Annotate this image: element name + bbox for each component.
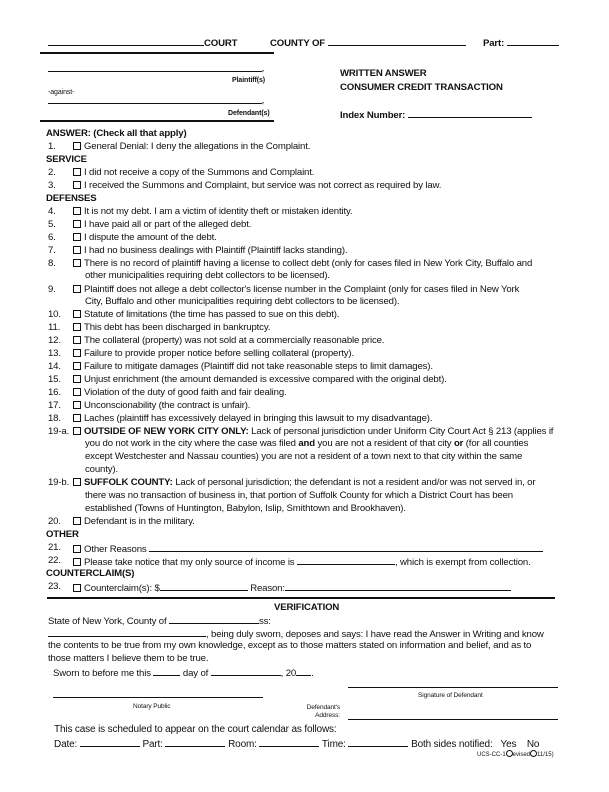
item-number: 8.: [48, 258, 56, 269]
item-number: 21.: [48, 542, 61, 553]
section-heading-counterclaims: COUNTERCLAIM(S): [46, 568, 135, 579]
list-item: [73, 374, 447, 386]
text: day of: [182, 668, 209, 679]
list-item: [73, 555, 531, 569]
part-line: [483, 36, 559, 50]
checkbox[interactable]: [73, 142, 81, 150]
circle-mark-icon: [530, 750, 537, 757]
checkbox[interactable]: [73, 168, 81, 176]
item-number: 19-a.: [48, 426, 70, 437]
text: you do not work in the city where the case was filed: [85, 438, 299, 449]
item-number: 11.: [48, 322, 61, 333]
item-text: Failure to provide proper notice before selling collateral (property).: [84, 348, 354, 359]
calendar-line: [54, 737, 539, 751]
item-text: General Denial: I deny the allegations in the Complaint.: [84, 141, 311, 152]
item-text-continued: established (Towns of Huntington, Babylon, Islip, Smithtown and Brookhaven).: [85, 503, 406, 514]
checkbox[interactable]: [73, 220, 81, 228]
checkbox[interactable]: [73, 545, 81, 553]
comma: ,: [262, 66, 264, 73]
item-number: 9.: [48, 284, 56, 295]
list-item: [73, 387, 287, 399]
notified-no-option[interactable]: No: [526, 739, 540, 750]
item-number: 3.: [48, 180, 56, 191]
sworn-month-field[interactable]: [211, 666, 281, 676]
item-text: I dispute the amount of the debt.: [84, 232, 217, 243]
item-text: I received the Summons and Complaint, but service was not correct as required by law.: [84, 180, 442, 191]
item-number: 17.: [48, 400, 61, 411]
item-number: 1.: [48, 141, 56, 152]
notary-signature-line[interactable]: [53, 697, 263, 698]
form-title-line1: WRITTEN ANSWER: [340, 68, 427, 79]
text: or: [453, 438, 464, 449]
checkbox[interactable]: [73, 427, 81, 435]
list-item: [73, 322, 270, 334]
verification-heading: VERIFICATION: [274, 602, 340, 613]
counterclaim-reason-field[interactable]: [285, 581, 511, 591]
checkbox[interactable]: [73, 375, 81, 383]
checkbox[interactable]: [73, 362, 81, 370]
item-text: Unconscionability (the contract is unfair).: [84, 400, 251, 411]
list-item: [73, 258, 532, 270]
item-text: , which is exempt from collection.: [394, 557, 531, 568]
verification-county-field[interactable]: [169, 614, 259, 624]
item-bold-text: OUTSIDE OF NEW YORK CITY ONLY:: [84, 426, 249, 437]
section-heading-service: SERVICE: [46, 154, 87, 165]
list-item: [73, 284, 519, 296]
checkbox[interactable]: [73, 259, 81, 267]
reason-label: Reason:: [250, 583, 285, 594]
checkbox[interactable]: [73, 246, 81, 254]
item-text: Plaintiff does not allege a debt collector's license number in the Complaint (only for cases filed in New York: [84, 284, 520, 295]
checkbox[interactable]: [73, 414, 81, 422]
form-title-line2: CONSUMER CREDIT TRANSACTION: [340, 82, 503, 93]
calendar-intro: This case is scheduled to appear on the court calendar as follows:: [54, 724, 337, 735]
item-text: The collateral (property) was not sold at a commercially reasonable price.: [84, 335, 385, 346]
other-reasons-field[interactable]: [149, 542, 543, 552]
list-item: [73, 206, 352, 218]
item-text: Lack of personal jurisdiction; the defendant is not a resident and/or was not served in, or: [172, 477, 536, 488]
item-number: 7.: [48, 245, 56, 256]
item-text: Laches (plaintiff has excessively delayed in bringing this lawsuit to my disadvantage).: [84, 413, 433, 424]
item-text: Defendant is in the military.: [84, 516, 195, 527]
checkbox[interactable]: [73, 478, 81, 486]
list-item: [73, 361, 433, 373]
counterclaim-amount-field[interactable]: [160, 581, 248, 591]
state-county-line: [48, 614, 271, 628]
divider: [40, 52, 274, 54]
checkbox[interactable]: [73, 233, 81, 241]
section-heading-other: OTHER: [46, 529, 79, 540]
item-number: 22.: [48, 555, 61, 566]
list-item: [73, 581, 511, 595]
list-item: [73, 477, 535, 489]
calendar-time-field[interactable]: [348, 737, 408, 747]
text: and: [298, 438, 315, 449]
checkbox[interactable]: [73, 584, 81, 592]
item-number: 12.: [48, 335, 61, 346]
item-text: I had no business dealings with Plaintiff (Plaintiff lacks standing).: [84, 245, 348, 256]
answer-heading: ANSWER: (Check all that apply): [46, 128, 187, 139]
text: UCS-CC-1: [477, 752, 506, 758]
item-text: This debt has been discharged in bankruptcy.: [84, 322, 271, 333]
checkbox[interactable]: [73, 558, 81, 566]
list-item: [73, 348, 354, 360]
signature-line[interactable]: [348, 687, 558, 688]
county-label: COUNTY OF: [270, 38, 325, 49]
text: Sworn to before me this: [53, 668, 151, 679]
item-text: Please take notice that my only source of income is: [84, 557, 295, 568]
item-number: 5.: [48, 219, 56, 230]
list-item: [73, 542, 543, 556]
county-line: [270, 36, 466, 50]
checkbox[interactable]: [73, 310, 81, 318]
checkbox[interactable]: [73, 207, 81, 215]
court-line: [48, 36, 237, 50]
comma: ,: [262, 98, 264, 105]
checkbox[interactable]: [73, 401, 81, 409]
time-label: Time:: [321, 739, 346, 750]
part-field[interactable]: [507, 36, 559, 46]
plaintiff-label: Plaintiff(s): [232, 77, 266, 84]
index-number-label: Index Number:: [340, 110, 406, 121]
sworn-text: the contents to be true from my own knowledge, except as to those matters stated on information and belief, and as to: [48, 640, 532, 651]
list-item: [73, 516, 195, 528]
item-text-continued: except Westchester and Nassau counties) you are not a resident of a town next to that city within the same: [85, 451, 523, 462]
text: 11/15): [537, 752, 554, 758]
text: (for all counties: [463, 438, 529, 449]
item-text-continued: [85, 438, 528, 450]
item-text: I did not receive a copy of the Summons and Complaint.: [84, 167, 315, 178]
text: , being duly sworn, deposes and says: I have read the Answer in Writing and know: [206, 629, 544, 640]
sworn-before-line: [53, 666, 314, 680]
room-label: Room:: [228, 739, 257, 750]
item-number: 20.: [48, 516, 61, 527]
item-text: I have paid all or part of the alleged debt.: [84, 219, 252, 230]
sworn-line: [48, 627, 544, 641]
item-number: 10.: [48, 309, 61, 320]
item-number: 13.: [48, 348, 61, 359]
item-number: 14.: [48, 361, 61, 372]
item-text: There is no record of plaintiff having a license to collect debt (only for cases filed in New York City, Buffalo and: [84, 258, 533, 269]
index-number-field[interactable]: [408, 108, 532, 118]
list-item: [73, 400, 250, 412]
defendant-address-field[interactable]: [348, 719, 558, 720]
item-number: 15.: [48, 374, 61, 385]
item-bold-text: SUFFOLK COUNTY:: [84, 477, 173, 488]
item-text: Violation of the duty of good faith and fair dealing.: [84, 387, 287, 398]
date-label: Date:: [54, 739, 78, 750]
item-text-continued: county).: [85, 464, 118, 475]
checkbox[interactable]: [73, 285, 81, 293]
defendant-field[interactable]: [48, 103, 262, 104]
list-item: [73, 141, 310, 153]
list-item: [73, 180, 441, 192]
list-item: [73, 335, 384, 347]
text: .: [311, 668, 314, 679]
checkbox[interactable]: [73, 388, 81, 396]
text: , 20: [280, 668, 297, 679]
deponent-name-field[interactable]: [48, 627, 206, 637]
text: you are not a resident of that city: [314, 438, 454, 449]
text: State of New York, County of: [48, 616, 167, 627]
item-text: Failure to mitigate damages (Plaintiff did not take reasonable steps to limit damages).: [84, 361, 433, 372]
text: evised: [512, 752, 531, 758]
item-text-continued: there was no transaction of business in, that portion of Suffolk County for which a District Court has been: [85, 490, 513, 501]
item-text-continued: City, Buffalo and other municipalities requiring debt collectors to be licensed).: [85, 296, 400, 307]
item-number: 6.: [48, 232, 56, 243]
calendar-room-field[interactable]: [259, 737, 319, 747]
section-heading-defenses: DEFENSES: [46, 193, 97, 204]
court-name-field[interactable]: [48, 36, 204, 46]
index-number-line: [340, 108, 532, 122]
item-text: It is not my debt. I am a victim of identity theft or mistaken identity.: [84, 206, 353, 217]
item-text: Lack of personal jurisdiction under Uniform City Court Act § 213 (applies if: [248, 426, 554, 437]
item-text: Other Reasons: [84, 544, 147, 555]
item-number: 16.: [48, 387, 61, 398]
notified-label: Both sides notified:: [411, 739, 493, 750]
item-number: 2.: [48, 167, 56, 178]
calendar-part-field[interactable]: [165, 737, 225, 747]
item-text: Counterclaim(s): $: [84, 583, 160, 594]
part-label: Part:: [142, 739, 163, 750]
list-item: [73, 426, 553, 438]
text: ss:: [258, 616, 271, 627]
checkbox[interactable]: [73, 349, 81, 357]
notary-label: Notary Public: [133, 703, 171, 710]
list-item: [73, 219, 251, 231]
signature-label: Signature of Defendant: [418, 692, 483, 699]
list-item: [73, 413, 432, 425]
item-text: Statute of limitations (the time has passed to sue on this debt).: [84, 309, 340, 320]
form-code: [477, 750, 554, 759]
notified-yes-option[interactable]: Yes: [500, 739, 517, 750]
checkbox[interactable]: [73, 323, 81, 331]
court-label: COURT: [204, 38, 238, 49]
address-label: Defendant's: [306, 704, 340, 711]
item-text-continued: other municipalities requiring debt collectors to be licensed).: [85, 270, 330, 281]
divider: [40, 120, 274, 122]
checkbox[interactable]: [73, 336, 81, 344]
address-label: Address:: [315, 712, 340, 719]
list-item: [73, 245, 347, 257]
sworn-year-field[interactable]: [296, 666, 311, 676]
list-item: [73, 232, 217, 244]
part-label: Part:: [483, 38, 505, 49]
list-item: [73, 309, 339, 321]
divider: [47, 597, 555, 599]
item-number: 23.: [48, 581, 61, 592]
sworn-day-field[interactable]: [153, 666, 180, 676]
defendant-label: Defendant(s): [228, 110, 270, 117]
county-field[interactable]: [328, 36, 466, 46]
item-number: 4.: [48, 206, 56, 217]
sworn-text: those matters I believe them to be true.: [48, 653, 209, 664]
list-item: [73, 167, 314, 179]
checkbox[interactable]: [73, 181, 81, 189]
calendar-date-field[interactable]: [80, 737, 140, 747]
checkbox[interactable]: [73, 517, 81, 525]
item-text: Unjust enrichment (the amount demanded is excessive compared with the original debt).: [84, 374, 447, 385]
circle-mark-icon: [506, 750, 513, 757]
income-source-field[interactable]: [297, 555, 395, 565]
item-number: 18.: [48, 413, 61, 424]
plaintiff-field[interactable]: [48, 71, 262, 72]
against-label: -against-: [48, 89, 75, 96]
item-number: 19-b.: [48, 477, 70, 488]
